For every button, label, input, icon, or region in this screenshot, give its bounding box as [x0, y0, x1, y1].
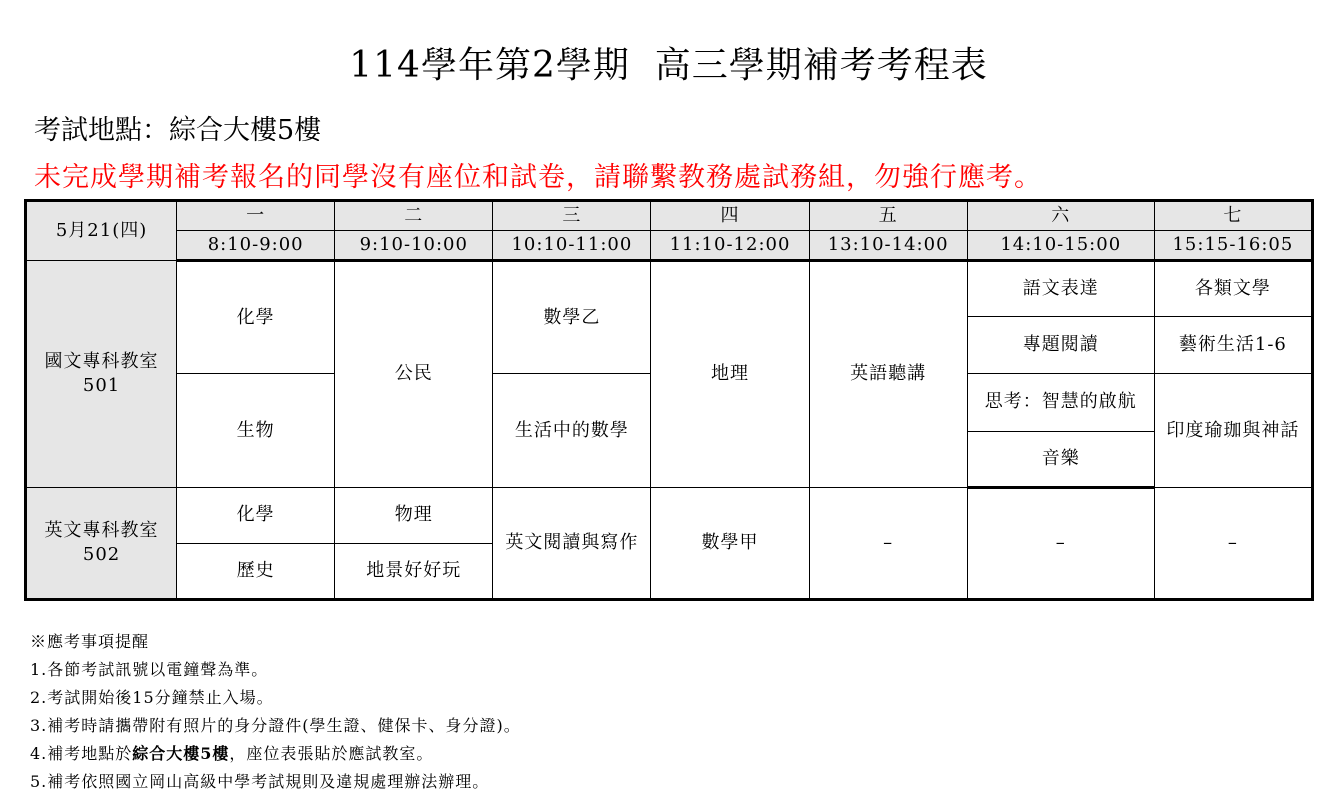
exam-subject: 地景好好玩 — [335, 543, 493, 599]
note-text: 4.補考地點於 — [30, 744, 133, 763]
period-time: 9:10-10:00 — [335, 231, 493, 261]
period-time: 8:10-9:00 — [177, 231, 335, 261]
note-item: 1.各節考試訊號以電鐘聲為準。 — [30, 660, 269, 679]
period-header: 七 — [1154, 201, 1312, 231]
warning-notice: 未完成學期補考報名的同學沒有座位和試卷，請聯繫教務處試務組，勿強行應考。 — [34, 162, 1042, 193]
room-number: 502 — [82, 543, 121, 565]
period-time: 10:10-11:00 — [493, 231, 651, 261]
exam-subject: 化學 — [177, 487, 335, 543]
exam-subject: 英文閱讀與寫作 — [493, 487, 651, 599]
period-time: 14:10-15:00 — [967, 231, 1154, 261]
exam-subject: – — [1154, 487, 1312, 599]
exam-subject: 生物 — [177, 374, 335, 487]
room-number: 501 — [82, 374, 121, 396]
period-header: 一 — [177, 201, 335, 231]
period-header: 二 — [335, 201, 493, 231]
room-name: 國文專科教室 — [44, 350, 159, 372]
exam-subject: 語文表達 — [967, 261, 1154, 317]
exam-notes — [30, 628, 521, 796]
exam-subject: 歷史 — [177, 543, 335, 599]
period-header: 三 — [493, 201, 651, 231]
exam-subject: 印度瑜珈與神話 — [1154, 374, 1312, 487]
exam-subject: 英語聽講 — [809, 261, 967, 488]
period-header: 四 — [651, 201, 809, 231]
room-name: 英文專科教室 — [44, 519, 159, 541]
exam-subject: – — [809, 487, 967, 599]
room-502-label — [26, 487, 177, 599]
exam-subject: 物理 — [335, 487, 493, 543]
exam-subject: 公民 — [335, 261, 493, 488]
period-header: 五 — [809, 201, 967, 231]
note-item — [30, 740, 521, 768]
period-time: 11:10-12:00 — [651, 231, 809, 261]
room-501-label — [26, 261, 177, 488]
note-item: 5.補考依照國立岡山高級中學考試規則及違規處理辦法辦理。 — [30, 772, 490, 791]
note-text: ，座位表張貼於應試教室。 — [229, 744, 434, 763]
exam-subject: 地理 — [651, 261, 809, 488]
period-header: 六 — [967, 201, 1154, 231]
note-item: 3.補考時請攜帶附有照片的身分證件(學生證、健保卡、身分證)。 — [30, 716, 521, 735]
exam-subject: 生活中的數學 — [493, 374, 651, 487]
exam-subject: 數學甲 — [651, 487, 809, 599]
exam-schedule-table — [24, 199, 1314, 601]
exam-subject: 數學乙 — [493, 261, 651, 374]
date-cell: 5月21(四) — [26, 201, 177, 261]
exam-subject: 專題閱讀 — [967, 317, 1154, 374]
page-title: 114學年第2學期 高三學期補考考程表 — [349, 45, 988, 86]
exam-location: 考試地點：綜合大樓5樓 — [34, 115, 322, 146]
exam-subject: 化學 — [177, 261, 335, 374]
exam-subject: 音樂 — [967, 431, 1154, 487]
exam-subject: 藝術生活1-6 — [1154, 317, 1312, 374]
period-time: 15:15-16:05 — [1154, 231, 1312, 261]
note-highlight: 綜合大樓5樓 — [132, 744, 230, 763]
exam-subject: 思考：智慧的啟航 — [967, 374, 1154, 431]
notes-heading: ※應考事項提醒 — [30, 632, 150, 651]
exam-subject: – — [967, 487, 1154, 599]
period-time: 13:10-14:00 — [809, 231, 967, 261]
exam-subject: 各類文學 — [1154, 261, 1312, 317]
note-item: 2.考試開始後15分鐘禁止入場。 — [30, 688, 274, 707]
